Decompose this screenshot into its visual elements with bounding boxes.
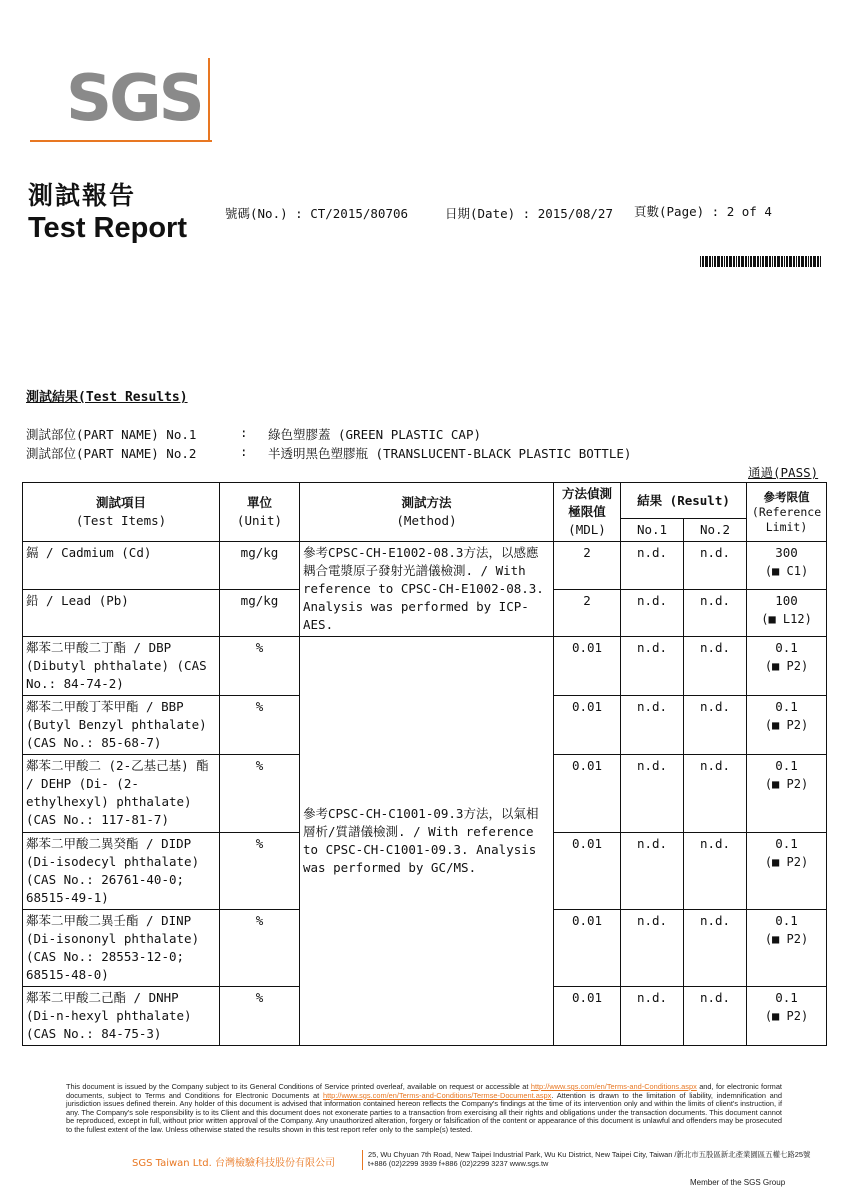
row-item: 鄰苯二甲酸二己酯 / DNHP (Di-n-hexyl phthalate) (CAS No.: 84-75-3) [23,987,220,1046]
results-table [22,482,827,1046]
row-mdl: 2 [554,542,621,590]
row-no1: n.d. [621,987,684,1046]
row-unit: % [220,987,300,1046]
row-ref: 0.1 (■ P2) [747,755,827,833]
pass-verdict: 通過(PASS) [748,465,819,480]
row-item: 鄰苯二甲酸二異壬酯 / DINP (Di-isononyl phthalate) (CAS No.: 28553-12-0; 68515-48-0) [23,910,220,987]
header-unit: 單位 (Unit) [220,483,300,542]
row-ref: 0.1 (■ P2) [747,910,827,987]
row-mdl: 0.01 [554,987,621,1046]
page-number: 頁數(Page) : 2 of 4 [634,204,772,219]
row-no1: n.d. [621,589,684,637]
report-number: 號碼(No.) : CT/2015/80706 [225,206,409,221]
row-unit: % [220,910,300,987]
row-item: 鄰苯二甲酸二丁酯 / DBP (Dibutyl phthalate) (CAS No.: 84-74-2) [23,637,220,696]
table-row [23,637,827,696]
header-method: 測試方法 (Method) [300,483,554,542]
header-reference-limit: 參考限值 (Reference Limit) [747,483,827,542]
row-unit: % [220,755,300,833]
header-mdl: 方法偵測 極限值 (MDL) [554,483,621,542]
row-no2: n.d. [684,696,747,755]
row-ref: 300 (■ C1) [747,542,827,590]
row-unit: mg/kg [220,589,300,637]
terms-link[interactable]: http://www.sgs.com/en/Terms-and-Conditions.aspx [530,1082,697,1091]
row-no2: n.d. [684,910,747,987]
part-1-colon: : [240,425,248,440]
report-date: 日期(Date) : 2015/08/27 [445,206,613,221]
header-no2: No.2 [684,519,747,542]
row-item: 鄰苯二甲酸二異癸酯 / DIDP (Di-isodecyl phthalate) (CAS No.: 26761-40-0; 68515-49-1) [23,833,220,910]
row-no1: n.d. [621,755,684,833]
row-mdl: 0.01 [554,755,621,833]
logo-orange-vline [208,58,210,142]
row-no2: n.d. [684,589,747,637]
row-ref: 0.1 (■ P2) [747,637,827,696]
row-ref: 0.1 (■ P2) [747,833,827,910]
method-metals: 參考CPSC-CH-E1002-08.3方法，以感應耦合電漿原子發射光譜儀檢測. / With reference to CPSC-CH-E1002-08.3. Analysis was performed by ICP-AES. [300,542,554,637]
row-unit: % [220,637,300,696]
row-no1: n.d. [621,910,684,987]
footer-member: Member of the SGS Group [690,1178,786,1187]
row-no1: n.d. [621,637,684,696]
row-no1: n.d. [621,833,684,910]
row-unit: % [220,833,300,910]
header-no1: No.1 [621,519,684,542]
row-mdl: 0.01 [554,696,621,755]
part-2-colon: : [240,444,248,459]
part-2-label: 測試部位(PART NAME) No.2 [26,446,197,461]
row-item: 鎘 / Cadmium (Cd) [23,542,220,590]
row-no2: n.d. [684,542,747,590]
row-mdl: 0.01 [554,833,621,910]
part-1-label: 測試部位(PART NAME) No.1 [26,427,197,442]
row-no2: n.d. [684,833,747,910]
title-english: Test Report [28,212,187,244]
barcode-icon [700,256,822,267]
footer-address: 25, Wu Chyuan 7th Road, New Taipei Industrial Park, Wu Ku District, New Taipei City, Taiwan /新北市五股區新北產業園區五權七路25號 t+886 (02)2299 3939 f+886 (02)2299 3237 www.sgs.tw [368,1150,811,1168]
logo-orange-hline [30,140,212,142]
row-no2: n.d. [684,755,747,833]
row-ref: 0.1 (■ P2) [747,696,827,755]
row-no1: n.d. [621,542,684,590]
title-chinese: 測試報告 [28,181,137,210]
row-mdl: 0.01 [554,637,621,696]
row-ref: 100 (■ L12) [747,589,827,637]
row-mdl: 0.01 [554,910,621,987]
terms-edoc-link[interactable]: http://www.sgs.com/en/Terms-and-Conditions/Termse-Document.aspx [322,1090,552,1100]
table-row [23,542,827,590]
logo-text: SGS [66,62,202,136]
part-2-value: 半透明黑色塑膠瓶 (TRANSLUCENT-BLACK PLASTIC BOTTLE) [268,446,632,461]
header-result: 結果 (Result) [621,483,747,519]
part-1-value: 綠色塑膠蓋 (GREEN PLASTIC CAP) [268,427,482,442]
footer-disclaimer: This document is issued by the Company subject to its General Conditions of Service printed overleaf, available on request or accessible at http://www.sgs.com/en/Terms-and-Conditions.aspx and, for electronic format documents, subject to Terms and Conditions for Electronic Documents at http://www.sgs.com/en/Terms-and-Conditions/Termse-Document.aspx. Attention is drawn to the limitation of liability, indemnification and jurisdiction issues defined therein. Any holder of this document is advised that information contained hereon reflects the Company's findings at the time of its intervention only and within the limits of client's instruction, if any. The Company's sole responsibility is to its Client and this document does not exonerate parties to a transaction from exercising all their rights and obligations under the transaction documents. This document cannot be reproduced, except in full, without prior written approval of the Company. Any unauthorized alteration, forgery or falsification of the content or appearance of this document is unlawful and offenders may be prosecuted to the fullest extent of the law. Unless otherwise stated the results shown in this test report refer only to the sample(s) tested. [66,1082,782,1134]
row-unit: % [220,696,300,755]
row-no2: n.d. [684,637,747,696]
row-item: 鉛 / Lead (Pb) [23,589,220,637]
row-item: 鄰苯二甲酸二 (2-乙基己基) 酯 / DEHP (Di- (2-ethylhexyl) phthalate) (CAS No.: 117-81-7) [23,755,220,833]
footer-separator [362,1150,363,1170]
results-title: 測試結果(Test Results) [26,390,188,405]
sgs-logo [30,58,215,148]
row-ref: 0.1 (■ P2) [747,987,827,1046]
header-test-items: 測試項目 (Test Items) [23,483,220,542]
row-item: 鄰苯二甲酸丁苯甲酯 / BBP (Butyl Benzyl phthalate) (CAS No.: 85-68-7) [23,696,220,755]
row-no1: n.d. [621,696,684,755]
row-mdl: 2 [554,589,621,637]
footer-company: SGS Taiwan Ltd. 台灣檢驗科技股份有限公司 [132,1158,336,1169]
row-unit: mg/kg [220,542,300,590]
row-no2: n.d. [684,987,747,1046]
method-phthalates: 參考CPSC-CH-C1001-09.3方法，以氣相層析/質譜儀檢測. / With reference to CPSC-CH-C1001-09.3. Analysis was performed by GC/MS. [300,637,554,1046]
